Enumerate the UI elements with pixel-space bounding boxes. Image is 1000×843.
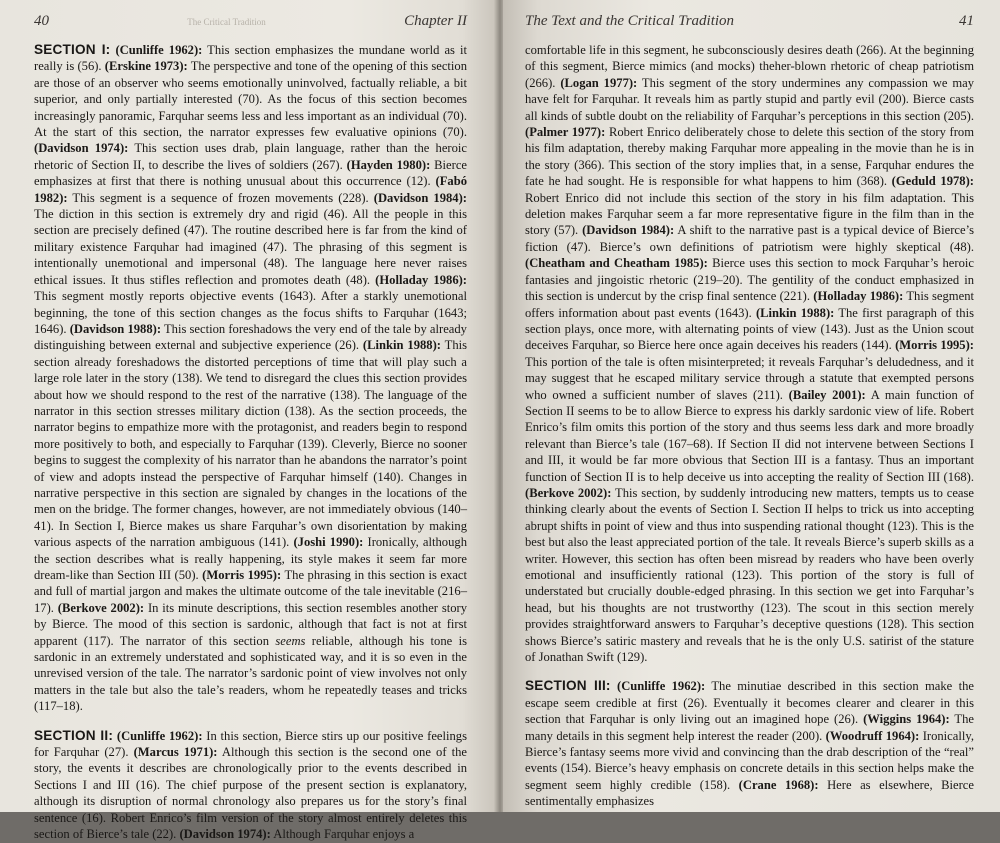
citation: (Morris 1995): [202,568,282,582]
text-run: This section already foreshadows the distorted perceptions of time that will play such a large role later in the story (138). We tend to disregard the clues this section provides about how we should respond to the rest of the narrative (138). The language of the narrator in this section stresses military diction (138). As the section proceeds, the narrator begins to empathize more with the protagonist, and readers begin to respond more positively to both, and especially to Farquhar (139). Cleverly, Bierce no sooner begins to suggest the complexity of his narrator than he abandons the narrator’s point of view and adopts instead the perspective of Farquhar himself (140). Changes in narrative perspective in this section are signaled by changes in the locations of the men on the bridge. The former changes, however, are not immediately obvious (140–41). In Section I, Bierce makes us share Farquhar’s own disorientation by making various aspects of the narration ambiguous (141). [34,338,468,550]
text-run: Robert Enrico deliberately chose to delete this section of the story from his film adaptation, thereby making Farquhar more appealing in the movie than he is in the story (366). This section of the story implies that, in a sense, Farquhar endures the fate he had sought. He is responsible for what happens to him (368). [525,125,974,189]
section-heading: SECTION II: [34,727,114,743]
text-run: The many details in this segment help interest the reader (200). [525,712,975,743]
text-run: This segment of the story undermines any compassion we may have felt for Farquhar. It reveals him as partly stupid and partly evil (200). Bierce casts all kinds of subtle doubt on the reliability of Farquhar’s perceptions in this section (205). [525,75,975,123]
paragraph-body [525,43,974,664]
section-three-paragraph [525,678,974,809]
book-part-title: The Text and the Critical Tradition [525,13,735,29]
text-run: This segment is a sequence of frozen movements (228). [67,190,374,205]
text-run: The perspective and tone of the opening of this section are those of an observer who seems emotionally uninvolved, factually reliable, a bit superior, and only partially interested (70). As the focus of this section becomes increasingly panoramic, Farquhar seems less and less important as an individual (70). At the start of this section, the narrator expresses few evaluative opinions (70). [34,59,467,140]
citation: (Berkove 2002): [525,485,612,500]
page-number-left: 40 [34,13,49,29]
right-running-head [525,13,974,33]
citation: (Holladay 1986): [375,272,467,287]
citation: (Logan 1977): [560,75,638,90]
text-run: A main function of Section II seems to be to allow Bierce to express his darkly sardonic view of life. Robert Enrico’s film omits this portion of the story and thus seems less dark and more broadly relevant than Bierce’s tale (167–68). If Section II did not intervene between Sections I and III, it would be far more obvious that Section III is a fantasy. Thus an important function of Section II is to help deceive us into accepting the reality of Section III (168). [525,387,974,484]
citation: (Davidson 1984): [373,190,467,205]
citation: (Fabó 1982): [34,174,467,205]
text-run: Robert Enrico did not include this section of the story in his film adaptation. This deletion makes Farquhar seem a far more representative figure in the film than in the story (57). [525,190,974,238]
citation: (Linkin 1988): [362,338,441,353]
right-body-text [525,42,974,810]
text-run: The minutiae described in this section make the escape seem credible at first (26). Eventually it becomes clearer and clearer in this section that Farquhar is only living out an imagined hope (26). [525,679,974,727]
citation: (Geduld 1978): [891,174,974,189]
text-run: In this section, Bierce stirs up our positive feelings for Farquhar (27). [34,728,467,760]
citation: (Cunliffe 1962): [115,43,203,57]
text-run: This portion of the tale is often misinterpreted; it reveals Farquhar’s deludedness, and it may suggest that he escaped military service through a statute that exempted persons who owned a sufficient number of slaves (211). [525,354,974,402]
text-run: Although this section is the second one of the story, the events it describes are chronologically prior to the events described in Sections I and III (16). The chief purpose of the present section is explanatory, although its disruption of normal chronology also prepares us for the story’s final sentence (16). Robert Enrico’s film version of the story almost entirely deletes this section of Bierce’s tale (22). [34,745,467,842]
citation: (Hayden 1980): [346,157,431,172]
section-heading: SECTION III: [525,678,611,694]
section-two-paragraph [34,728,467,843]
text-run: Ironically, although the section describes what is really happening, its style makes it seem far more dream-like than Section III (50). [34,535,467,582]
page-number-right: 41 [959,13,974,29]
text-run: In its minute descriptions, this section resembles another story by Bierce. The mood of this section is sardonic, although that fact is not at first apparent (117). The narrator of this section [34,600,468,648]
left-page [0,0,497,842]
text-run: Bierce emphasizes at first that there is nothing unusual about this occurrence (12). [34,157,468,189]
citation: (Bailey 2001): [788,387,866,402]
text-run: This segment offers information about past events (1643). [525,289,974,320]
section-heading: SECTION I: [34,42,111,57]
chapter-title: Chapter II [404,13,467,29]
text-run: comfortable life in this segment, he subconsciously desires death (266). At the beginning of this segment, Bierce mimics (and mocks) theher-blown rhetoric of cheap patriotism (266). [525,43,974,90]
citation: (Crane 1968): [738,777,819,792]
right-page [503,0,1000,812]
text-run: A shift to the narrative past is a typical device of Bierce’s fiction (47). Bierce’s own definitions of patriotism were highly skeptical (48). [525,223,974,254]
citation: (Cunliffe 1962): [617,679,706,694]
emphasis: seems [275,633,306,648]
text-run: The diction in this section is extremely dry and rigid (46). All the people in this section are precisely defined (47). The routine described here is far from the kind of military existence Farquhar had imagined (47). The phrasing of this segment is intentionally unemotional and impersonal (48). The language here never raises ethical issues. It thus stifles reflection and promotes death (48). [34,207,467,287]
text-run: The first paragraph of this section plays, once more, with alternating points of view (143). Just as the Union scout deceives Farquhar, so Bierce here once again deceives his readers (144). [525,305,975,353]
left-body-text [34,42,467,843]
left-running-head [34,13,467,33]
text-run: This section, by suddenly introducing new matters, tempts us to cease thinking clearly about the events of Section I. Section II helps to trick us into accepting abrupt shifts in point of view and thus into suspending rational thought (123). This is the best but also the least appreciated portion of the tale. It reveals Bierce’s superb skills as a writer. However, this section has often been misread by readers who have been overly emotional and insufficiently rational (123). This portion of the story is full of understated but crucially double-edged phrasing. In this section we get into Farquhar’s head, but his thoughts are not trustworthy (123). The scout in this section merely provides straightforward answers to Farquhar’s deceptive questions (128). This section shows Bierce’s satiric mastery and reveals that he is the only U.S. satirist of the stature of Jonathan Swift (129). [525,485,975,665]
text-run: This section uses drab, plain language, rather than the heroic rhetoric of Section II, to describe the lives of soldiers (267). [34,141,468,172]
citation: (Woodruff 1964): [825,728,920,743]
citation: (Cunliffe 1962): [116,728,203,743]
citation: (Linkin 1988): [755,305,835,320]
citation: (Erskine 1973): [104,59,188,74]
paragraph-body [34,43,467,713]
text-run: reliable, although his tone is sardonic in an extremely understated and sophisticated way, and it is so even in the unrevised version of the tale. The narrator’s sardonic point of view involves not only matters in the tale but also the tale’s readers, whom he repeatedly teases and tricks (117–18). [34,633,467,714]
citation: (Davidson 1988): [69,321,162,336]
text-run: This segment mostly reports objective events (1643). After a starkly unemotional beginning, the tone of this section changes as the focus shifts to Farquhar (1643; 1646). [34,289,467,336]
text-run: The phrasing in this section is exact and full of martial jargon and makes the ultimate outcome of the tale inevitable (216–17). [34,568,467,615]
citation: (Davidson 1984): [582,223,675,238]
citation: (Davidson 1974): [179,827,271,842]
text-run: This section emphasizes the mundane world as it really is (56). [34,43,467,74]
citation: (Marcus 1971): [133,745,218,760]
citation: (Berkove 2002): [57,600,145,615]
citation: (Davidson 1974): [34,141,129,156]
paragraph-body [525,679,974,808]
citation: (Joshi 1990): [293,535,364,550]
citation: (Palmer 1977): [525,125,606,140]
text-run: Here as elsewhere, Bierce sentimentally emphasizes [525,777,974,809]
bleed-through-text: The Critical Tradition [187,17,266,27]
text-run: Ironically, Bierce’s fantasy seems more vivid and convincing than the drab description of the “real” events (154). Bierce’s heavy emphasis on concrete details in this section helps make the segment seem highly credible (158). [525,728,974,792]
text-run: This section foreshadows the very end of the tale by already distinguishing between external and subjective experience (26). [34,321,467,353]
section-one-paragraph [34,42,467,715]
citation: (Cheatham and Cheatham 1985): [525,256,708,271]
paragraph-body [34,729,467,841]
text-run: Although Farquhar enjoys a [270,827,415,842]
continued-paragraph [525,42,974,665]
citation: (Morris 1995): [895,338,974,353]
citation: (Holladay 1986): [813,289,904,304]
citation: (Wiggins 1964): [863,712,950,727]
text-run: Bierce uses this section to mock Farquhar’s heroic fantasies and jingoistic rhetoric (219–20). The gentility of the conduct emphasized in this section is undercut by the crisp final sentence (221). [525,256,974,304]
